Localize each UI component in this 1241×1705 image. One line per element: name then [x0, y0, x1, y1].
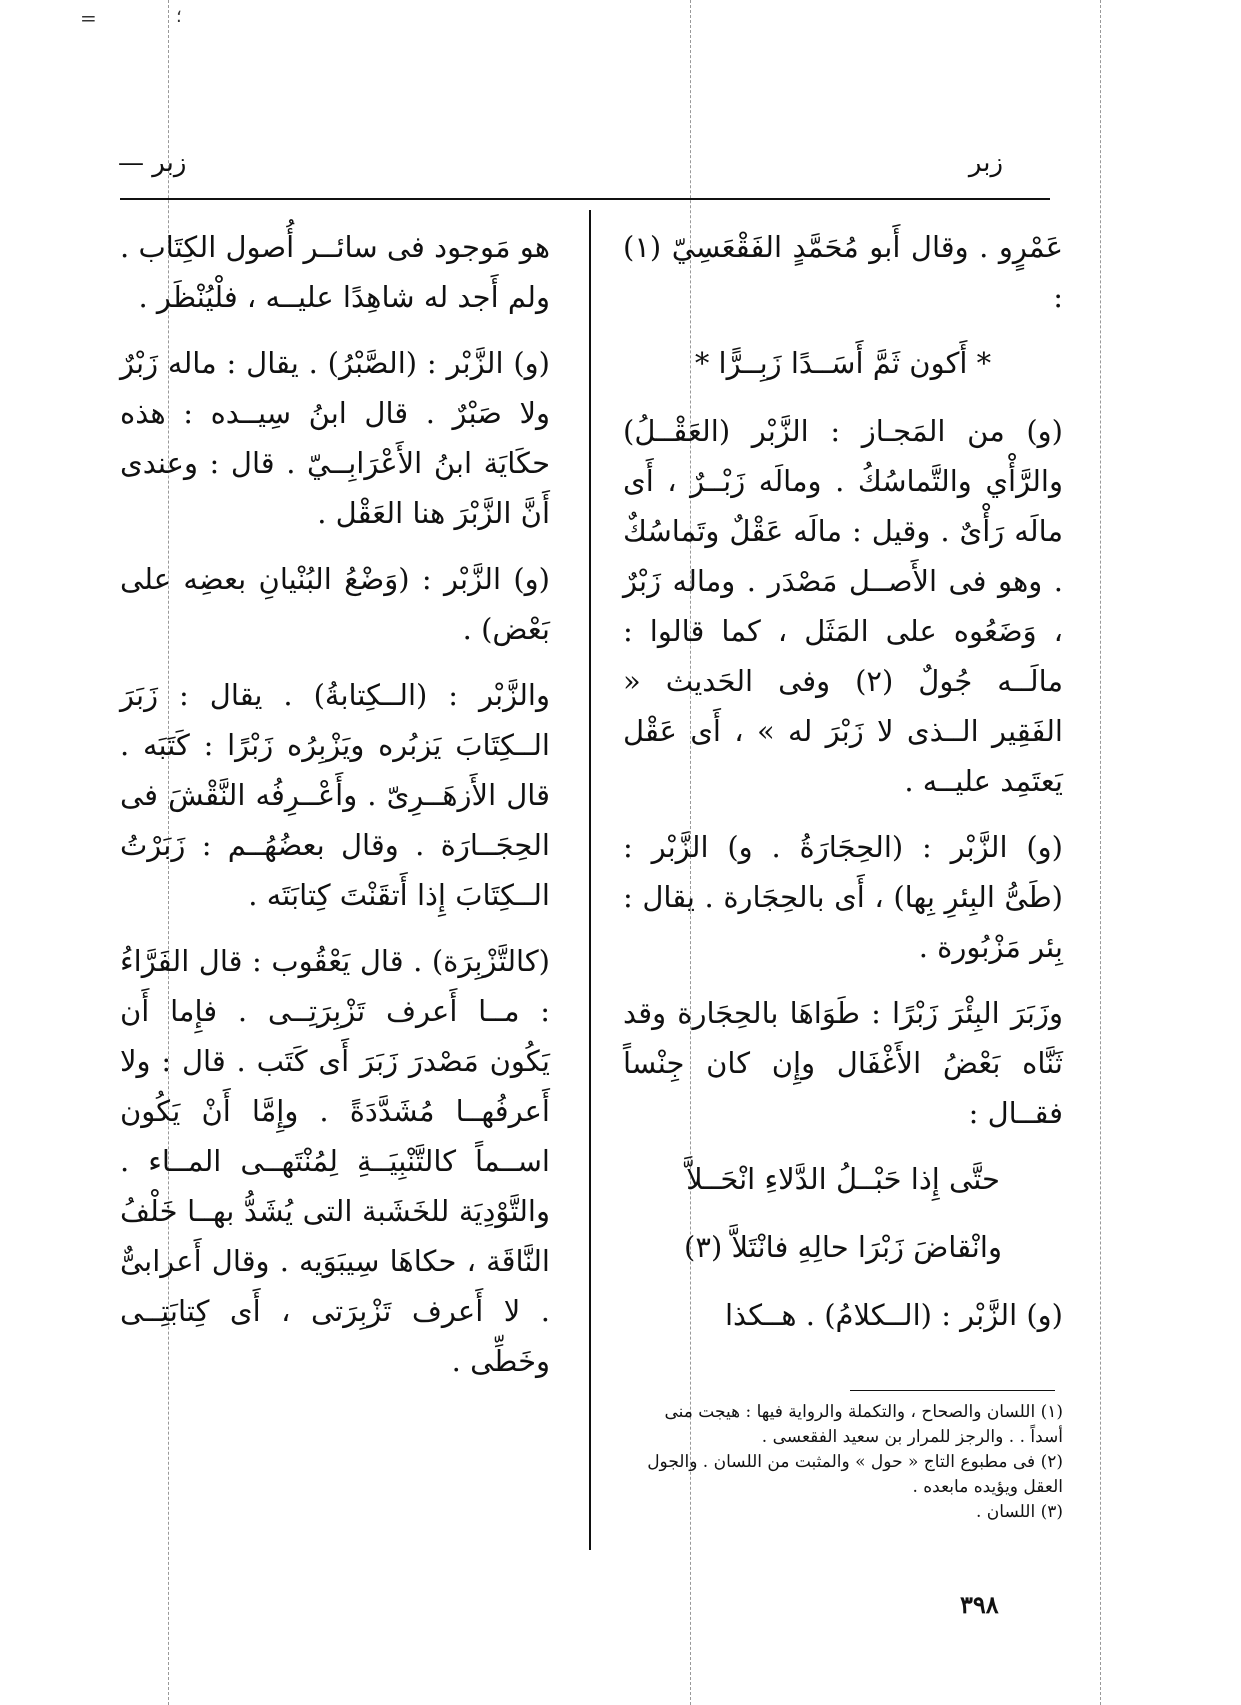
paragraph: (كالتَّزْبِرَة) . قال يَعْقُوب : قال الفَرَّاءُ : مــا أَعرف تَزْبِرَتِــى . فإِما أَن يَكُون مَصْدرَ زَبَرَ أَى كَتَب . قال : ولا أَعرفُهــا مُشَدَّدَةً . وإِمَّا أَنْ يَكُون اســماً كالتَّنْبِيَــةِ لِمُنْتَهــى المــاء . والتَّوْدِيَة للخَشَبة التى يُشَدُّ بهــا خَلْفُ النَّاقَة ، حكاهَا سِيبَوَيه . وقال أَعرابىٌّ . لا أَعرف تَزْبِرَتى ، أَى كِتابَتِــى وخَطِّى .: [120, 944, 550, 1378]
paragraph: (و) الزَّبْر : (الــكلامُ) . هــكذا: [724, 1298, 1063, 1332]
verse-line: حتَّى إِذا حَبْــلُ الدَّلاءِ انْحَــلاَّ: [686, 1162, 1000, 1196]
verse-line: * أَكون ثَمَّ أَسَــدًا زَبِــرًّا *: [694, 346, 992, 380]
page-number: ٣٩٨: [960, 1590, 999, 1619]
running-head-left: زبر —: [118, 148, 187, 178]
header-rule: [120, 198, 1050, 200]
column-divider: [589, 210, 591, 1550]
corner-dot: ؛: [176, 6, 182, 27]
footnote: (٢) فى مطبوع التاج « حول » والمثبت من اللسان . والجول العقل ويؤيده مابعده .: [647, 1452, 1063, 1497]
right-column: [623, 222, 1063, 1356]
paragraph: عَمْرٍو . وقال أَبو مُحَمَّدٍ الفَقْعَسِيّ (١) :: [623, 230, 1063, 314]
fold-line: [1100, 0, 1101, 1705]
footnotes: [633, 1400, 1063, 1525]
paragraph: (و) الزَّبْر : (الحِجَارَةُ . و) الزَّبْر : (طَىُّ البِئرِ بِها) ، أَى بالحِجَارة . يقال : بِئر مَزْبُورة .: [623, 830, 1063, 964]
paragraph: والزَّبْر : (الــكِتابةُ) . يقال : زَبَرَ الــكِتَابَ يَزبُره ويَزْبِرُه زَبْرًا : كَتَبَه . قال الأَزهَــرِىّ . وأَعْــرِفُه النَّقْشَ فى الحِجَــارَة . وقال بعضُهُــم : زَبَرْتُ الــكِتَابَ إِذا أَتقَنْتَ كِتابَتَه .: [120, 678, 550, 912]
left-column: [120, 222, 550, 1402]
paragraph: (و) من المَجـاز : الزَّبْر (العَقْــلُ) والرَّأْي والتَّماسُكُ . ومالَه زَبْــرٌ ، أَى مالَه رَأْىٌ . وقيل : مالَه عَقْلٌ وتَماسُكٌ . وهو فى الأَصــل مَصْدَر . وماله زَبْرٌ ، وَضَعُوه على المَثَل ، كما قالوا : مالَــه جُولٌ (٢) وفى الحَديث « الفَقِير الــذى لا زَبْرَ له » ، أَى عَقْل يَعتَمِد عليــه .: [623, 414, 1063, 798]
paragraph: (و) الزَّبْر : (وَضْعُ البُنْيانِ بعضِه على بَعْض) .: [120, 562, 550, 646]
paragraph: هو مَوجود فى سائــر أُصول الكِتَاب . ولم أَجد له شاهِدًا عليــه ، فلْيُنْظَر .: [120, 230, 550, 314]
paragraph: وزَبَرَ البِئْرَ زَبْرًا : طَوَاهَا بالحِجَارة وقد ثَنَّاه بَعْضُ الأَغْفَال وإِن كان جِنْساً فقــال :: [623, 996, 1063, 1130]
footnote-rule: [850, 1390, 1055, 1391]
footnote: (١) اللسان والصحاح ، والتكملة والرواية فيها : هيجت منى أسداً . . والرجز للمرار بن سعيد الفقعسى .: [664, 1402, 1063, 1447]
running-head-right: زبر: [968, 148, 1003, 178]
verse-line: وانْقاضَ زَبْرَا حالِهِ فانْتَلاَّ (٣): [684, 1230, 1002, 1264]
paragraph: (و) الزَّبْر : (الصَّبْرُ) . يقال : ماله زَبْرٌ ولا صَبْرٌ . قال ابنُ سِيــده : هذه حكَايَة ابنُ الأَعْرَابِــيّ . قال : وعندى أَنَّ الزَّبْرَ هنا العَقْل .: [120, 346, 550, 530]
corner-mark: =: [80, 6, 99, 30]
footnote: (٣) اللسان .: [976, 1502, 1063, 1522]
